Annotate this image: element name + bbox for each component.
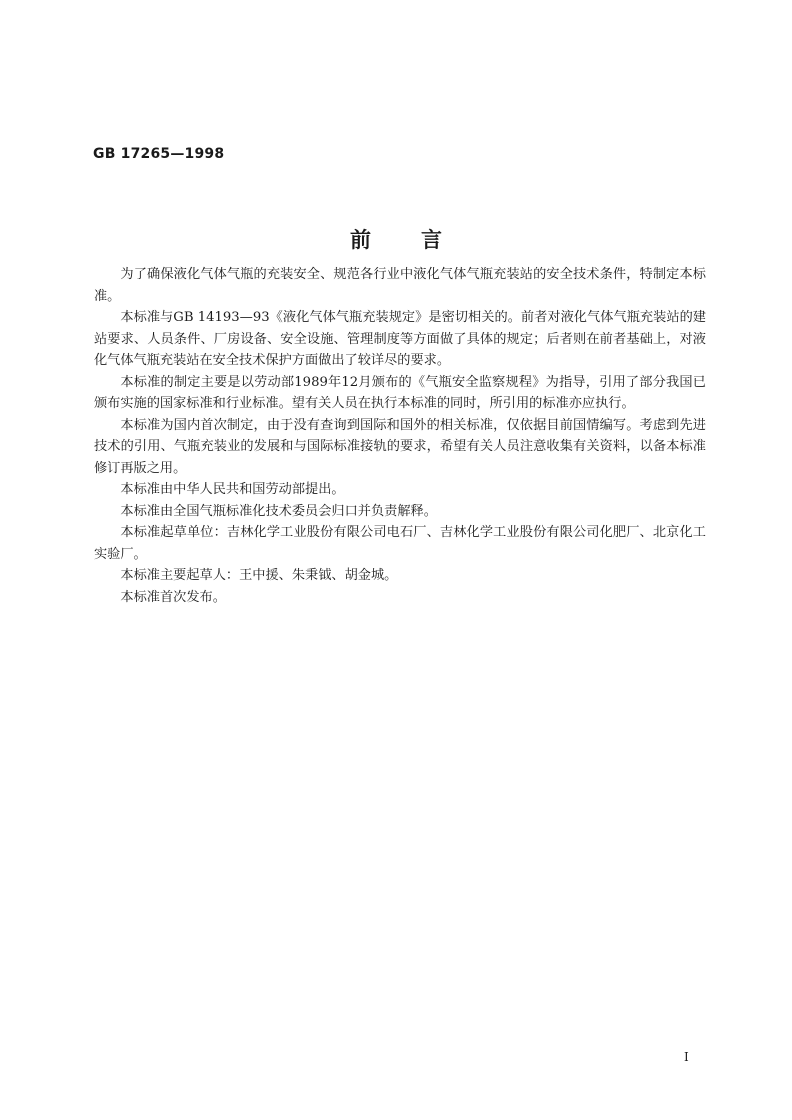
- paragraph: 本标准由全国气瓶标准化技术委员会归口并负责解释。: [120, 503, 437, 519]
- page-title: [0, 224, 792, 254]
- paragraph: 本标准主要起草人：王中援、朱秉钺、胡金城。: [120, 568, 398, 583]
- title-part-1: 前: [350, 227, 371, 252]
- paragraph: 本标准与GB 14193—93《液化气体气瓶充装规定》是密切相关的。前者对液化气体气瓶充装站的建站要求、人员条件、厂房设备、安全设施、管理制度等方面做了具体的规定；后者则在前者基础上，对液化气体气瓶充装站在安全技术保护方面做出了较详尽的要求。: [94, 310, 706, 368]
- paragraph: 本标准为国内首次制定，由于没有查询到国际和国外的相关标准，仅依据目前国情编写。考虑到先进技术的引用、气瓶充装业的发展和与国际标准接轨的要求，希望有关人员注意收集有关资料，以备本标准修订再版之用。: [94, 417, 706, 476]
- paragraph: 本标准起草单位：吉林化学工业股份有限公司电石厂、吉林化学工业股份有限公司化肥厂、北京化工实验厂。: [94, 525, 706, 562]
- paragraph: 本标准由中华人民共和国劳动部提出。: [120, 482, 345, 497]
- paragraph: 为了确保液化气体气瓶的充装安全、规范各行业中液化气体气瓶充装站的安全技术条件，特制定本标准。: [94, 267, 706, 304]
- paragraph: 本标准首次发布。: [120, 589, 226, 605]
- paragraph: 本标准的制定主要是以劳动部1989年12月颁布的《气瓶安全监察规程》为指导，引用了部分我国已颁布实施的国家标准和行业标准。望有关人员在执行本标准的同时，所引用的标准亦应执行。: [94, 374, 706, 411]
- page-number: I: [684, 1050, 689, 1064]
- title-part-2: 言: [421, 227, 442, 252]
- foreword-body: [94, 264, 706, 608]
- standard-code: GB 17265—1998: [93, 146, 225, 162]
